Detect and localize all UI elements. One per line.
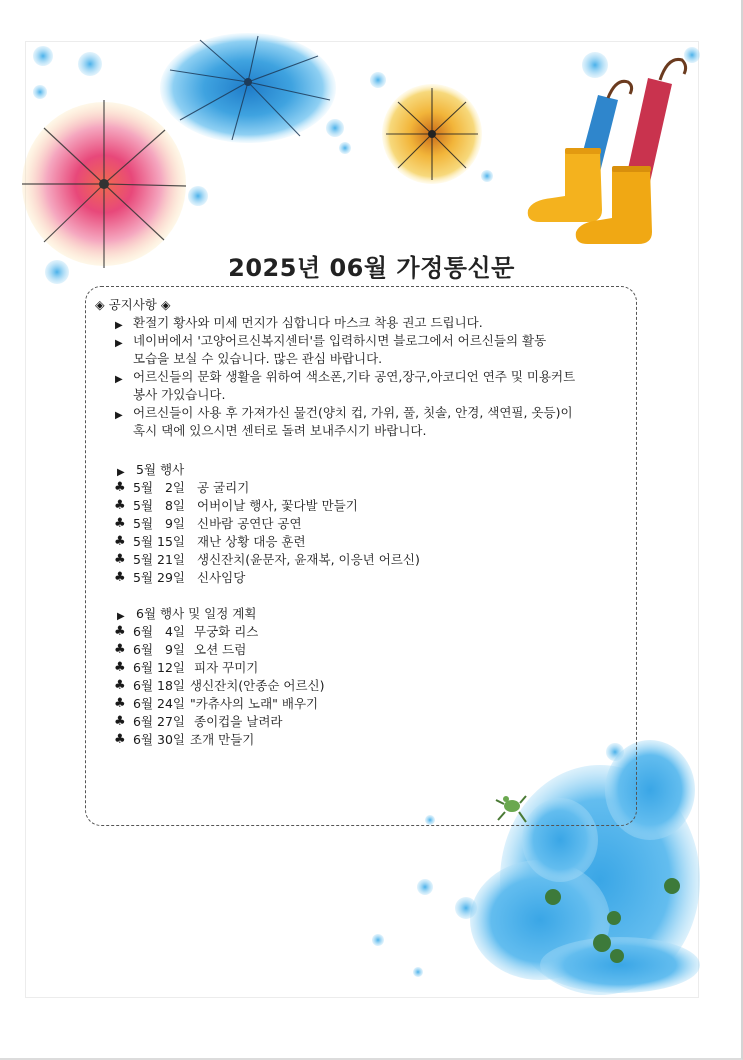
club-icon: ♣ (114, 732, 126, 747)
club-icon: ♣ (114, 534, 126, 549)
club-icon: ♣ (114, 696, 126, 711)
bullet-icon: ▶ (115, 374, 123, 385)
event-date: 5월 2일 (133, 480, 185, 495)
page-title: 2025년 06월 가정통신문 (228, 254, 515, 282)
event-name: 재난 상황 대응 훈련 (197, 534, 306, 549)
event-date: 5월 8일 (133, 498, 185, 513)
notice-heading: ◈ 공지사항 ◈ (95, 297, 171, 312)
event-name: 신바람 공연단 공연 (197, 516, 302, 531)
bullet-icon: ▶ (115, 410, 123, 421)
event-date: 5월 21일 (133, 552, 185, 567)
club-icon: ♣ (114, 480, 126, 495)
event-name: 신사임당 (197, 570, 246, 585)
notice-item-line: 어르신들이 사용 후 가져가신 물건(양치 컵, 가위, 풀, 칫솔, 안경, 색연필, 옷등)이 (133, 405, 573, 420)
club-icon: ♣ (114, 498, 126, 513)
club-icon: ♣ (114, 642, 126, 657)
notice-item-line: 모습을 보실 수 있습니다. 많은 관심 바랍니다. (133, 351, 383, 366)
event-date: 6월 30일 (133, 732, 185, 747)
event-name: 종이컵을 날려라 (194, 714, 283, 729)
notice-item-line: 네이버에서 '고양어르신복지센터'를 입력하시면 블로그에서 어르신들의 활동 (133, 333, 547, 348)
notice-item-line: 어르신들의 문화 생활을 위하여 색소폰,기타 공연,장구,아코디언 연주 및 미용커트 (133, 369, 576, 384)
event-name: 피자 꾸미기 (194, 660, 259, 675)
club-icon: ♣ (114, 678, 126, 693)
bullet-icon: ▶ (117, 467, 125, 478)
bullet-icon: ▶ (117, 611, 125, 622)
club-icon: ♣ (114, 624, 126, 639)
event-name: 공 굴리기 (197, 480, 250, 495)
club-icon: ♣ (114, 516, 126, 531)
event-date: 6월 24일 (133, 696, 185, 711)
pink-umbrella-illustration (22, 100, 186, 268)
notice-item-line: 환절기 황사와 미세 먼지가 심합니다 마스크 착용 권고 드립니다. (133, 315, 483, 330)
event-date: 5월 29일 (133, 570, 185, 585)
may-events-heading: 5월 행사 (136, 462, 185, 477)
event-name: "카츄사의 노래" 배우기 (190, 696, 319, 711)
event-name: 오션 드럼 (194, 642, 247, 657)
event-date: 6월 27일 (133, 714, 185, 729)
june-events-heading: 6월 행사 및 일정 계획 (136, 606, 257, 621)
notice-item-line: 봉사 가있습니다. (133, 387, 226, 402)
club-icon: ♣ (114, 570, 126, 585)
event-date: 6월 4일 (133, 624, 185, 639)
event-date: 6월 9일 (133, 642, 185, 657)
event-date: 5월 15일 (133, 534, 185, 549)
club-icon: ♣ (114, 552, 126, 567)
notice-item-line: 혹시 댁에 있으시면 센터로 돌려 보내주시기 바랍니다. (133, 423, 427, 438)
club-icon: ♣ (114, 714, 126, 729)
event-date: 5월 9일 (133, 516, 185, 531)
bullet-icon: ▶ (115, 338, 123, 349)
event-date: 6월 12일 (133, 660, 185, 675)
event-name: 어버이날 행사, 꽃다발 만들기 (197, 498, 358, 513)
yellow-umbrella-illustration (382, 84, 482, 184)
blue-umbrella-illustration (160, 33, 344, 143)
event-name: 무궁화 리스 (194, 624, 259, 639)
event-name: 생신잔치(윤문자, 윤재복, 이응년 어르신) (197, 552, 420, 567)
bullet-icon: ▶ (115, 320, 123, 331)
boots-umbrellas-illustration (528, 59, 686, 244)
event-date: 6월 18일 (133, 678, 185, 693)
event-name: 조개 만들기 (190, 732, 255, 747)
club-icon: ♣ (114, 660, 126, 675)
event-name: 생신잔치(안종순 어르신) (190, 678, 325, 693)
